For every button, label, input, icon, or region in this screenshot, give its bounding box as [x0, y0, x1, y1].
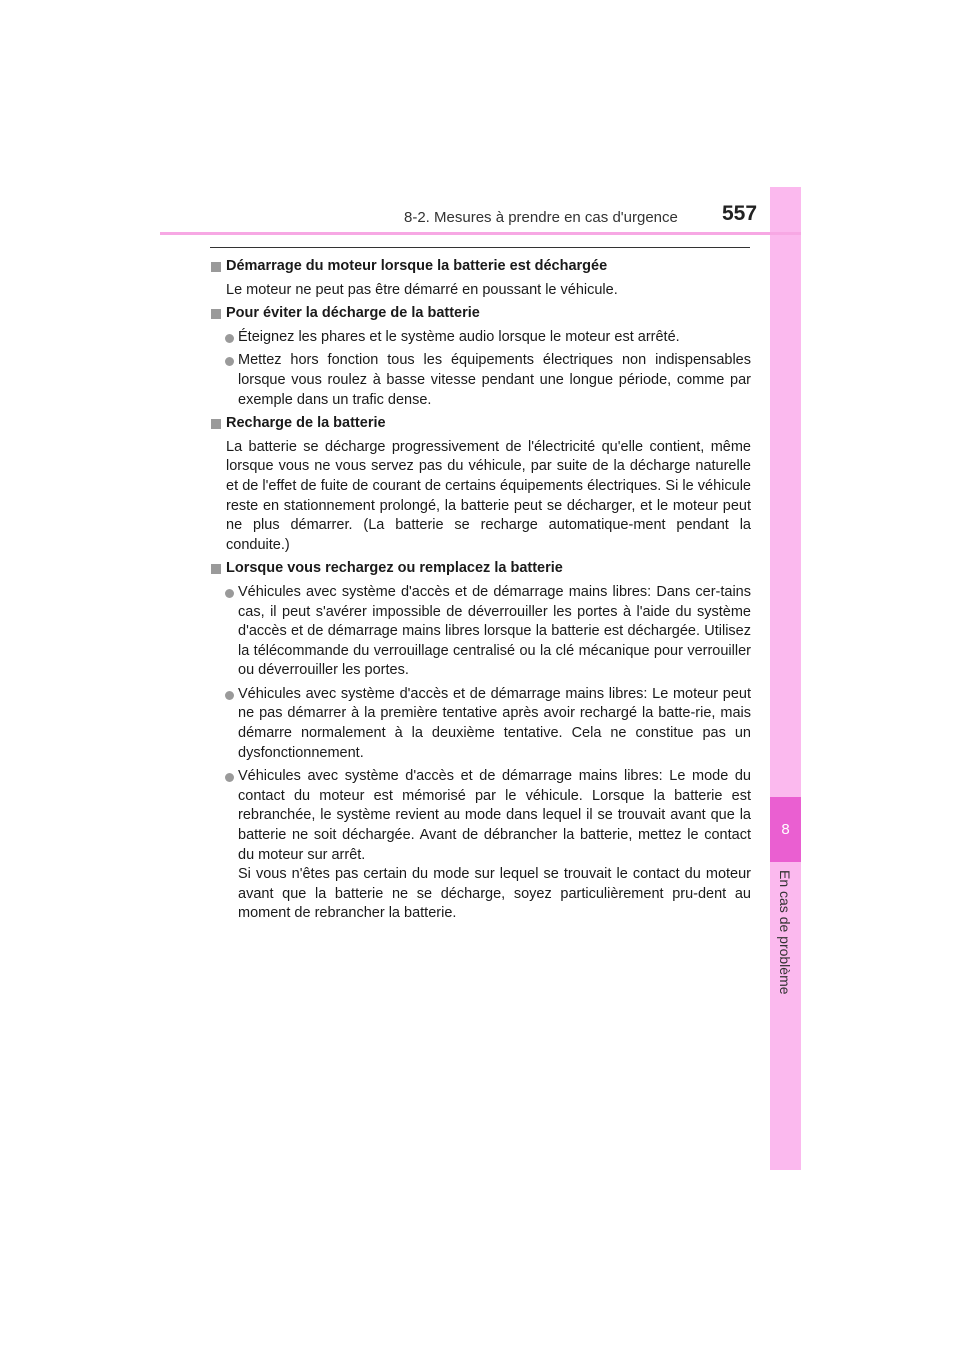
heading-text: Démarrage du moteur lorsque la batterie est déchargée: [226, 258, 608, 274]
list-item: [225, 328, 751, 348]
list-item-text: Véhicules avec système d'accès et de démarrage mains libres: Le mode du contact du moteur est mémorisé par le véhicule. Lorsque la batterie est rebranchée, le système revient au mode dans lequel il se trouvait avant que la batterie ne soit déchargée. Avant de débrancher la batterie, mettez le contact du moteur sur arrêt.: [238, 768, 751, 863]
list-item: [225, 351, 751, 410]
list-item-continuation: Si vous n'êtes pas certain du mode sur lequel se trouvait le contact du moteur avant que la batterie ne se décharge, soyez particulièrement pru-dent au moment de rebrancher la batterie.: [238, 866, 751, 922]
page-content: [210, 257, 751, 928]
section-heading: [210, 257, 751, 281]
paragraph: Le moteur ne peut pas être démarré en poussant le véhicule.: [226, 281, 618, 298]
header-divider: [160, 232, 801, 235]
list-item: [225, 685, 751, 763]
circle-bullet-icon: [225, 691, 234, 700]
list-item: [225, 767, 751, 924]
list-item: [225, 583, 751, 681]
section-heading: [210, 414, 751, 438]
circle-bullet-icon: [225, 334, 234, 343]
section-heading: [210, 559, 751, 583]
heading-text: Recharge de la batterie: [226, 415, 386, 432]
chapter-label: En cas de problème: [777, 870, 793, 995]
list-item-text: Éteignez les phares et le système audio lorsque le moteur est arrêté.: [238, 328, 680, 345]
circle-bullet-icon: [225, 773, 234, 782]
list-item-text: Véhicules avec système d'accès et de démarrage mains libres: Dans cer-tains cas, il peut s'avérer impossible de déverrouiller les portes à l'aide du système d'accès et de démarrage mains libres lorsque la batterie est déchargée. Utilisez la télécommande du verrouillage centralisé ou la clé mécanique pour verrouiller ou déverrouiller les portes.: [238, 583, 751, 679]
page-number: 557: [722, 202, 758, 225]
section-title: 8-2. Mesures à prendre en cas d'urgence: [404, 209, 678, 226]
square-bullet-icon: [211, 419, 221, 429]
heading-text: Pour éviter la décharge de la batterie: [226, 305, 480, 322]
chapter-side-tab: [770, 187, 801, 1170]
list-item-body: [238, 767, 751, 924]
chapter-number-badge: 8: [770, 797, 801, 862]
list-item-text: Véhicules avec système d'accès et de démarrage mains libres: Le moteur peut ne pas démarrer à la première tentative après avoir rechargé la batte-rie, mais démarre normalement à la deuxième tentative. Cela ne constitue pas un dysfonctionnement.: [238, 685, 751, 761]
square-bullet-icon: [211, 564, 221, 574]
section-heading: [210, 304, 751, 328]
square-bullet-icon: [211, 262, 221, 272]
circle-bullet-icon: [225, 357, 234, 366]
paragraph: La batterie se décharge progressivement de l'électricité qu'elle contient, même lorsque vous ne vous servez pas du véhicule, par suite de la décharge naturelle et de l'effet de fuite de courant de certains équipements électriques. Si le véhicule reste en stationnement prolongé, la batterie peut se décharger, et le moteur peut ne plus démarrer. (La batterie se recharge automatique-ment pendant la conduite.): [226, 438, 751, 553]
square-bullet-icon: [211, 309, 221, 319]
heading-text: Lorsque vous rechargez ou remplacez la batterie: [226, 560, 563, 577]
content-top-rule: [210, 247, 750, 248]
list-item-text: Mettez hors fonction tous les équipements électriques non indispensables lorsque vous roulez à basse vitesse pendant une longue période, comme par exemple dans un trafic dense.: [238, 352, 751, 408]
circle-bullet-icon: [225, 589, 234, 598]
